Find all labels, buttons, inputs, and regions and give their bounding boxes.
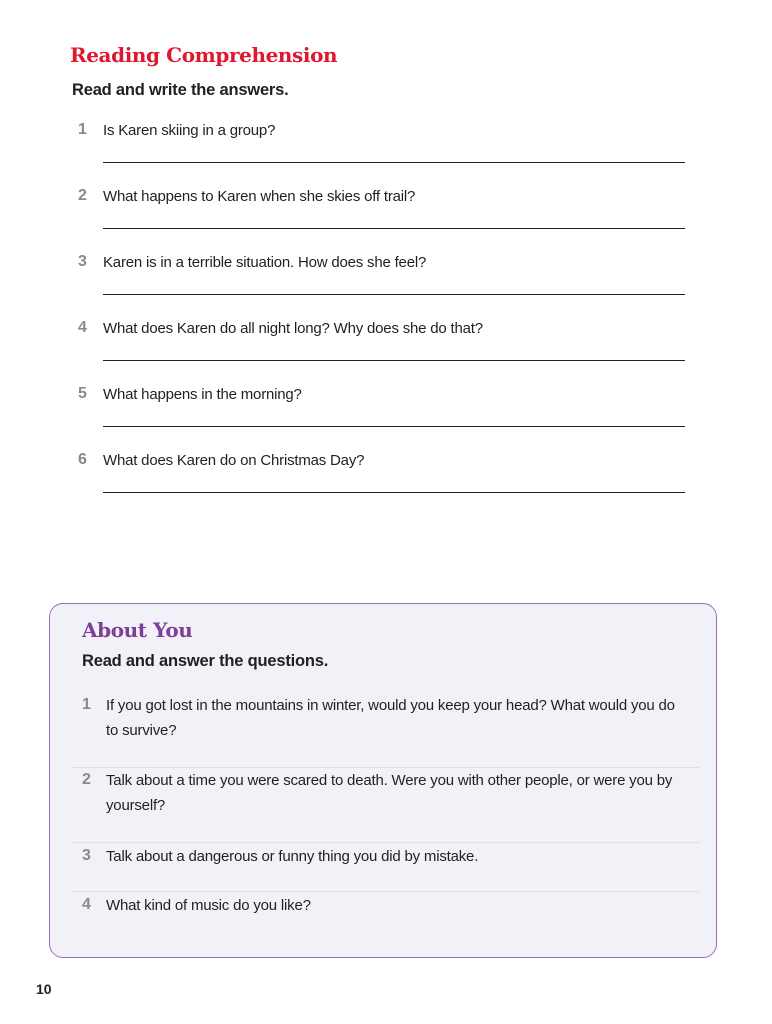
question-text: Karen is in a terrible situation. How does she feel? — [103, 254, 427, 271]
question-number: 3 — [78, 253, 87, 270]
answer-line[interactable] — [103, 360, 685, 361]
question-number: 5 — [78, 385, 87, 402]
question-text: What does Karen do on Christmas Day? — [103, 452, 365, 469]
page-number: 10 — [36, 981, 52, 997]
question-text: What does Karen do all night long? Why does she do that? — [103, 320, 483, 337]
question-text: If you got lost in the mountains in winter, would you keep your head? What would you do to survive? — [106, 697, 675, 739]
divider — [72, 891, 700, 892]
question-number: 2 — [82, 771, 91, 788]
about-you-instruction: Read and answer the questions. — [82, 652, 329, 670]
question-number: 1 — [82, 696, 91, 713]
answer-line[interactable] — [103, 162, 685, 163]
rc-question-3 — [0, 253, 772, 313]
answer-line[interactable] — [103, 228, 685, 229]
answer-line[interactable] — [103, 294, 685, 295]
rc-question-5 — [0, 385, 772, 445]
question-text: What kind of music do you like? — [106, 897, 311, 914]
question-text: Talk about a time you were scared to death. Were you with other people, or were you by yourself? — [106, 772, 673, 814]
answer-line[interactable] — [103, 492, 685, 493]
reading-comprehension-title: Reading Comprehension — [70, 43, 338, 67]
question-number: 6 — [78, 451, 87, 468]
rc-question-2 — [0, 187, 772, 247]
question-text: What happens in the morning? — [103, 386, 302, 403]
question-number: 3 — [82, 847, 91, 864]
question-text: Is Karen skiing in a group? — [103, 122, 276, 139]
question-text: Talk about a dangerous or funny thing you did by mistake. — [106, 848, 479, 865]
question-number: 4 — [78, 319, 87, 336]
divider — [72, 842, 700, 843]
rc-question-6 — [0, 451, 772, 511]
reading-comprehension-instruction: Read and write the answers. — [72, 81, 289, 99]
question-number: 2 — [78, 187, 87, 204]
rc-question-1 — [0, 121, 772, 181]
question-number: 1 — [78, 121, 87, 138]
answer-line[interactable] — [103, 426, 685, 427]
question-text: What happens to Karen when she skies off trail? — [103, 188, 416, 205]
about-you-title: About You — [82, 618, 193, 642]
rc-question-4 — [0, 319, 772, 379]
question-number: 4 — [82, 896, 91, 913]
